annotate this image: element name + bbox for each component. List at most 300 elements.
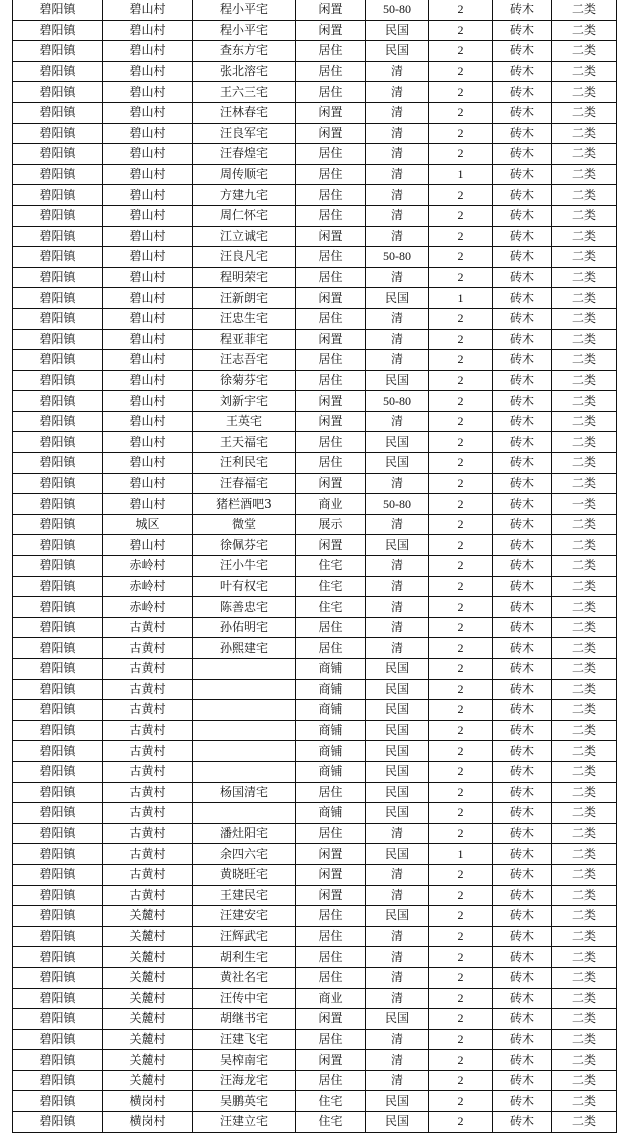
era-cell: 民国 <box>366 679 429 700</box>
table-row <box>13 761 617 782</box>
era-cell: 清 <box>366 926 429 947</box>
village-cell: 古黄村 <box>103 679 193 700</box>
building-name-cell: 吴榨南宅 <box>193 1050 296 1071</box>
town-cell: 碧阳镇 <box>13 61 103 82</box>
category-cell: 二类 <box>552 864 617 885</box>
structure-cell: 砖木 <box>493 1029 552 1050</box>
usage-cell: 闲置 <box>296 535 366 556</box>
usage-cell: 居住 <box>296 1029 366 1050</box>
floors-cell: 2 <box>429 803 493 824</box>
town-cell: 碧阳镇 <box>13 1112 103 1133</box>
table-row <box>13 885 617 906</box>
structure-cell: 砖木 <box>493 926 552 947</box>
building-name-cell: 周仁怀宅 <box>193 205 296 226</box>
table-row <box>13 185 617 206</box>
town-cell: 碧阳镇 <box>13 885 103 906</box>
era-cell: 民国 <box>366 844 429 865</box>
building-name-cell: 汪春煌宅 <box>193 144 296 165</box>
category-cell: 二类 <box>552 247 617 268</box>
floors-cell: 1 <box>429 844 493 865</box>
table-body <box>13 0 617 1132</box>
building-name-cell: 徐菊芬宅 <box>193 370 296 391</box>
era-cell: 民国 <box>366 803 429 824</box>
building-name-cell: 吴鹏英宅 <box>193 1091 296 1112</box>
table-row <box>13 1070 617 1091</box>
table-row <box>13 432 617 453</box>
village-cell: 赤岭村 <box>103 576 193 597</box>
category-cell: 二类 <box>552 0 617 20</box>
building-name-cell: 黄社名宅 <box>193 967 296 988</box>
usage-cell: 居住 <box>296 1070 366 1091</box>
category-cell: 二类 <box>552 885 617 906</box>
usage-cell: 展示 <box>296 514 366 535</box>
structure-cell: 砖木 <box>493 864 552 885</box>
usage-cell: 闲置 <box>296 885 366 906</box>
table-row <box>13 247 617 268</box>
structure-cell: 砖木 <box>493 288 552 309</box>
floors-cell: 2 <box>429 41 493 62</box>
structure-cell: 砖木 <box>493 205 552 226</box>
table-row <box>13 1009 617 1030</box>
category-cell: 二类 <box>552 411 617 432</box>
building-name-cell: 汪忠生宅 <box>193 308 296 329</box>
village-cell: 关麓村 <box>103 1070 193 1091</box>
era-cell: 民国 <box>366 288 429 309</box>
category-cell: 二类 <box>552 164 617 185</box>
category-cell: 二类 <box>552 906 617 927</box>
structure-cell: 砖木 <box>493 1112 552 1133</box>
era-cell: 50-80 <box>366 0 429 20</box>
structure-cell: 砖木 <box>493 535 552 556</box>
village-cell: 关麓村 <box>103 967 193 988</box>
era-cell: 清 <box>366 329 429 350</box>
table-row <box>13 1112 617 1133</box>
era-cell: 清 <box>366 205 429 226</box>
building-name-cell: 潘灶阳宅 <box>193 823 296 844</box>
town-cell: 碧阳镇 <box>13 432 103 453</box>
usage-cell: 居住 <box>296 308 366 329</box>
era-cell: 清 <box>366 226 429 247</box>
village-cell: 碧山村 <box>103 494 193 515</box>
table-row <box>13 61 617 82</box>
usage-cell: 居住 <box>296 144 366 165</box>
village-cell: 碧山村 <box>103 535 193 556</box>
category-cell: 二类 <box>552 329 617 350</box>
usage-cell: 商业 <box>296 494 366 515</box>
table-row <box>13 308 617 329</box>
building-name-cell: 方建九宅 <box>193 185 296 206</box>
structure-cell: 砖木 <box>493 41 552 62</box>
building-name-cell: 王英宅 <box>193 411 296 432</box>
town-cell: 碧阳镇 <box>13 988 103 1009</box>
town-cell: 碧阳镇 <box>13 350 103 371</box>
building-name-cell: 王建民宅 <box>193 885 296 906</box>
era-cell: 50-80 <box>366 494 429 515</box>
table-row <box>13 329 617 350</box>
era-cell: 清 <box>366 308 429 329</box>
table-row <box>13 0 617 20</box>
category-cell: 二类 <box>552 535 617 556</box>
town-cell: 碧阳镇 <box>13 370 103 391</box>
building-name-cell: 黄晓旺宅 <box>193 864 296 885</box>
usage-cell: 闲置 <box>296 329 366 350</box>
usage-cell: 居住 <box>296 947 366 968</box>
floors-cell: 2 <box>429 205 493 226</box>
floors-cell: 2 <box>429 432 493 453</box>
category-cell: 二类 <box>552 226 617 247</box>
floors-cell: 2 <box>429 864 493 885</box>
structure-cell: 砖木 <box>493 247 552 268</box>
floors-cell: 2 <box>429 885 493 906</box>
structure-cell: 砖木 <box>493 370 552 391</box>
usage-cell: 居住 <box>296 370 366 391</box>
floors-cell: 2 <box>429 1091 493 1112</box>
table-row <box>13 473 617 494</box>
table-row <box>13 453 617 474</box>
town-cell: 碧阳镇 <box>13 473 103 494</box>
floors-cell: 2 <box>429 988 493 1009</box>
category-cell: 二类 <box>552 761 617 782</box>
building-name-cell: 汪良凡宅 <box>193 247 296 268</box>
usage-cell: 商铺 <box>296 720 366 741</box>
floors-cell: 2 <box>429 411 493 432</box>
floors-cell: 2 <box>429 1112 493 1133</box>
era-cell: 清 <box>366 473 429 494</box>
era-cell: 清 <box>366 185 429 206</box>
era-cell: 民国 <box>366 20 429 41</box>
village-cell: 碧山村 <box>103 391 193 412</box>
structure-cell: 砖木 <box>493 102 552 123</box>
usage-cell: 居住 <box>296 906 366 927</box>
structure-cell: 砖木 <box>493 700 552 721</box>
era-cell: 50-80 <box>366 391 429 412</box>
village-cell: 古黄村 <box>103 700 193 721</box>
category-cell: 二类 <box>552 967 617 988</box>
town-cell: 碧阳镇 <box>13 659 103 680</box>
village-cell: 碧山村 <box>103 61 193 82</box>
town-cell: 碧阳镇 <box>13 906 103 927</box>
building-name-cell: 杨国清宅 <box>193 782 296 803</box>
town-cell: 碧阳镇 <box>13 123 103 144</box>
town-cell: 碧阳镇 <box>13 1050 103 1071</box>
building-name-cell: 陈善忠宅 <box>193 597 296 618</box>
town-cell: 碧阳镇 <box>13 823 103 844</box>
floors-cell: 2 <box>429 1009 493 1030</box>
floors-cell: 2 <box>429 370 493 391</box>
category-cell: 二类 <box>552 1050 617 1071</box>
town-cell: 碧阳镇 <box>13 556 103 577</box>
era-cell: 清 <box>366 597 429 618</box>
structure-cell: 砖木 <box>493 844 552 865</box>
town-cell: 碧阳镇 <box>13 82 103 103</box>
structure-cell: 砖木 <box>493 514 552 535</box>
category-cell: 二类 <box>552 432 617 453</box>
era-cell: 清 <box>366 638 429 659</box>
table-row <box>13 967 617 988</box>
floors-cell: 2 <box>429 926 493 947</box>
category-cell: 二类 <box>552 1112 617 1133</box>
era-cell: 清 <box>366 514 429 535</box>
floors-cell: 2 <box>429 638 493 659</box>
town-cell: 碧阳镇 <box>13 597 103 618</box>
structure-cell: 砖木 <box>493 0 552 20</box>
village-cell: 碧山村 <box>103 473 193 494</box>
village-cell: 古黄村 <box>103 782 193 803</box>
category-cell: 二类 <box>552 741 617 762</box>
usage-cell: 住宅 <box>296 597 366 618</box>
town-cell: 碧阳镇 <box>13 205 103 226</box>
town-cell: 碧阳镇 <box>13 494 103 515</box>
era-cell: 民国 <box>366 782 429 803</box>
era-cell: 民国 <box>366 1091 429 1112</box>
village-cell: 关麓村 <box>103 926 193 947</box>
era-cell: 民国 <box>366 700 429 721</box>
usage-cell: 闲置 <box>296 226 366 247</box>
era-cell: 清 <box>366 556 429 577</box>
village-cell: 关麓村 <box>103 906 193 927</box>
usage-cell: 闲置 <box>296 288 366 309</box>
floors-cell: 2 <box>429 576 493 597</box>
usage-cell: 居住 <box>296 617 366 638</box>
structure-cell: 砖木 <box>493 1050 552 1071</box>
village-cell: 碧山村 <box>103 350 193 371</box>
usage-cell: 住宅 <box>296 576 366 597</box>
structure-cell: 砖木 <box>493 803 552 824</box>
usage-cell: 居住 <box>296 267 366 288</box>
era-cell: 民国 <box>366 432 429 453</box>
village-cell: 碧山村 <box>103 20 193 41</box>
building-name-cell <box>193 720 296 741</box>
table-row <box>13 720 617 741</box>
structure-cell: 砖木 <box>493 1091 552 1112</box>
usage-cell: 闲置 <box>296 20 366 41</box>
usage-cell: 商铺 <box>296 803 366 824</box>
building-name-cell: 汪良军宅 <box>193 123 296 144</box>
table-row <box>13 391 617 412</box>
usage-cell: 居住 <box>296 638 366 659</box>
village-cell: 赤岭村 <box>103 597 193 618</box>
building-name-cell: 叶有权宅 <box>193 576 296 597</box>
village-cell: 古黄村 <box>103 761 193 782</box>
village-cell: 碧山村 <box>103 102 193 123</box>
village-cell: 关麓村 <box>103 988 193 1009</box>
structure-cell: 砖木 <box>493 123 552 144</box>
floors-cell: 2 <box>429 617 493 638</box>
building-name-cell: 余四六宅 <box>193 844 296 865</box>
building-name-cell: 程明荣宅 <box>193 267 296 288</box>
town-cell: 碧阳镇 <box>13 720 103 741</box>
usage-cell: 商业 <box>296 988 366 1009</box>
village-cell: 碧山村 <box>103 205 193 226</box>
building-name-cell: 汪春福宅 <box>193 473 296 494</box>
category-cell: 二类 <box>552 123 617 144</box>
village-cell: 古黄村 <box>103 823 193 844</box>
building-name-cell: 汪林春宅 <box>193 102 296 123</box>
building-name-cell <box>193 700 296 721</box>
table-row <box>13 288 617 309</box>
floors-cell: 2 <box>429 556 493 577</box>
village-cell: 横岗村 <box>103 1112 193 1133</box>
table-row <box>13 102 617 123</box>
floors-cell: 2 <box>429 823 493 844</box>
structure-cell: 砖木 <box>493 226 552 247</box>
building-name-cell: 孙熙建宅 <box>193 638 296 659</box>
usage-cell: 闲置 <box>296 391 366 412</box>
village-cell: 古黄村 <box>103 803 193 824</box>
table-row <box>13 267 617 288</box>
structure-cell: 砖木 <box>493 659 552 680</box>
era-cell: 清 <box>366 947 429 968</box>
usage-cell: 居住 <box>296 823 366 844</box>
structure-cell: 砖木 <box>493 20 552 41</box>
table-row <box>13 1029 617 1050</box>
floors-cell: 2 <box>429 144 493 165</box>
era-cell: 清 <box>366 1029 429 1050</box>
building-name-cell <box>193 659 296 680</box>
category-cell: 二类 <box>552 102 617 123</box>
town-cell: 碧阳镇 <box>13 164 103 185</box>
floors-cell: 1 <box>429 288 493 309</box>
floors-cell: 2 <box>429 82 493 103</box>
floors-cell: 2 <box>429 659 493 680</box>
village-cell: 古黄村 <box>103 638 193 659</box>
era-cell: 清 <box>366 823 429 844</box>
town-cell: 碧阳镇 <box>13 741 103 762</box>
structure-cell: 砖木 <box>493 617 552 638</box>
building-name-cell: 汪海龙宅 <box>193 1070 296 1091</box>
structure-cell: 砖木 <box>493 329 552 350</box>
village-cell: 关麓村 <box>103 1009 193 1030</box>
table-row <box>13 82 617 103</box>
table-row <box>13 741 617 762</box>
era-cell: 清 <box>366 102 429 123</box>
era-cell: 民国 <box>366 453 429 474</box>
town-cell: 碧阳镇 <box>13 247 103 268</box>
category-cell: 二类 <box>552 720 617 741</box>
table-row <box>13 659 617 680</box>
town-cell: 碧阳镇 <box>13 20 103 41</box>
category-cell: 二类 <box>552 1070 617 1091</box>
table-row <box>13 576 617 597</box>
category-cell: 二类 <box>552 700 617 721</box>
building-name-cell: 汪辉武宅 <box>193 926 296 947</box>
building-name-cell: 查东方宅 <box>193 41 296 62</box>
village-cell: 关麓村 <box>103 947 193 968</box>
village-cell: 碧山村 <box>103 308 193 329</box>
building-name-cell: 汪小牛宅 <box>193 556 296 577</box>
structure-cell: 砖木 <box>493 391 552 412</box>
structure-cell: 砖木 <box>493 947 552 968</box>
floors-cell: 1 <box>429 164 493 185</box>
era-cell: 清 <box>366 144 429 165</box>
building-name-cell <box>193 741 296 762</box>
usage-cell: 闲置 <box>296 123 366 144</box>
building-name-cell: 刘新宇宅 <box>193 391 296 412</box>
era-cell: 清 <box>366 988 429 1009</box>
category-cell: 二类 <box>552 185 617 206</box>
structure-cell: 砖木 <box>493 411 552 432</box>
era-cell: 清 <box>366 1050 429 1071</box>
town-cell: 碧阳镇 <box>13 391 103 412</box>
usage-cell: 居住 <box>296 205 366 226</box>
village-cell: 古黄村 <box>103 720 193 741</box>
town-cell: 碧阳镇 <box>13 41 103 62</box>
building-name-cell: 汪建安宅 <box>193 906 296 927</box>
structure-cell: 砖木 <box>493 823 552 844</box>
table-row <box>13 782 617 803</box>
category-cell: 二类 <box>552 288 617 309</box>
floors-cell: 2 <box>429 391 493 412</box>
building-name-cell: 周传顺宅 <box>193 164 296 185</box>
category-cell: 二类 <box>552 947 617 968</box>
era-cell: 清 <box>366 411 429 432</box>
village-cell: 碧山村 <box>103 453 193 474</box>
village-cell: 古黄村 <box>103 844 193 865</box>
town-cell: 碧阳镇 <box>13 329 103 350</box>
usage-cell: 居住 <box>296 61 366 82</box>
floors-cell: 2 <box>429 1029 493 1050</box>
table-row <box>13 350 617 371</box>
usage-cell: 住宅 <box>296 556 366 577</box>
category-cell: 二类 <box>552 803 617 824</box>
village-cell: 碧山村 <box>103 370 193 391</box>
floors-cell: 2 <box>429 0 493 20</box>
town-cell: 碧阳镇 <box>13 617 103 638</box>
floors-cell: 2 <box>429 61 493 82</box>
usage-cell: 居住 <box>296 782 366 803</box>
category-cell: 二类 <box>552 638 617 659</box>
floors-cell: 2 <box>429 700 493 721</box>
category-cell: 二类 <box>552 82 617 103</box>
structure-cell: 砖木 <box>493 988 552 1009</box>
village-cell: 碧山村 <box>103 123 193 144</box>
building-name-cell: 猪栏酒吧3 <box>193 494 296 515</box>
usage-cell: 商铺 <box>296 700 366 721</box>
floors-cell: 2 <box>429 185 493 206</box>
era-cell: 民国 <box>366 1009 429 1030</box>
town-cell: 碧阳镇 <box>13 308 103 329</box>
village-cell: 城区 <box>103 514 193 535</box>
building-name-cell: 江立诚宅 <box>193 226 296 247</box>
era-cell: 民国 <box>366 535 429 556</box>
table-row <box>13 864 617 885</box>
village-cell: 碧山村 <box>103 144 193 165</box>
usage-cell: 居住 <box>296 926 366 947</box>
era-cell: 清 <box>366 123 429 144</box>
town-cell: 碧阳镇 <box>13 700 103 721</box>
floors-cell: 2 <box>429 679 493 700</box>
category-cell: 二类 <box>552 514 617 535</box>
village-cell: 赤岭村 <box>103 556 193 577</box>
building-name-cell: 王六三宅 <box>193 82 296 103</box>
structure-cell: 砖木 <box>493 576 552 597</box>
floors-cell: 2 <box>429 1050 493 1071</box>
building-name-cell: 王天福宅 <box>193 432 296 453</box>
usage-cell: 居住 <box>296 350 366 371</box>
structure-cell: 砖木 <box>493 1070 552 1091</box>
building-name-cell: 汪建飞宅 <box>193 1029 296 1050</box>
structure-cell: 砖木 <box>493 741 552 762</box>
era-cell: 清 <box>366 164 429 185</box>
usage-cell: 闲置 <box>296 844 366 865</box>
table-row <box>13 823 617 844</box>
floors-cell: 2 <box>429 20 493 41</box>
table-row <box>13 20 617 41</box>
building-name-cell <box>193 803 296 824</box>
table-row <box>13 370 617 391</box>
structure-cell: 砖木 <box>493 638 552 659</box>
village-cell: 古黄村 <box>103 741 193 762</box>
